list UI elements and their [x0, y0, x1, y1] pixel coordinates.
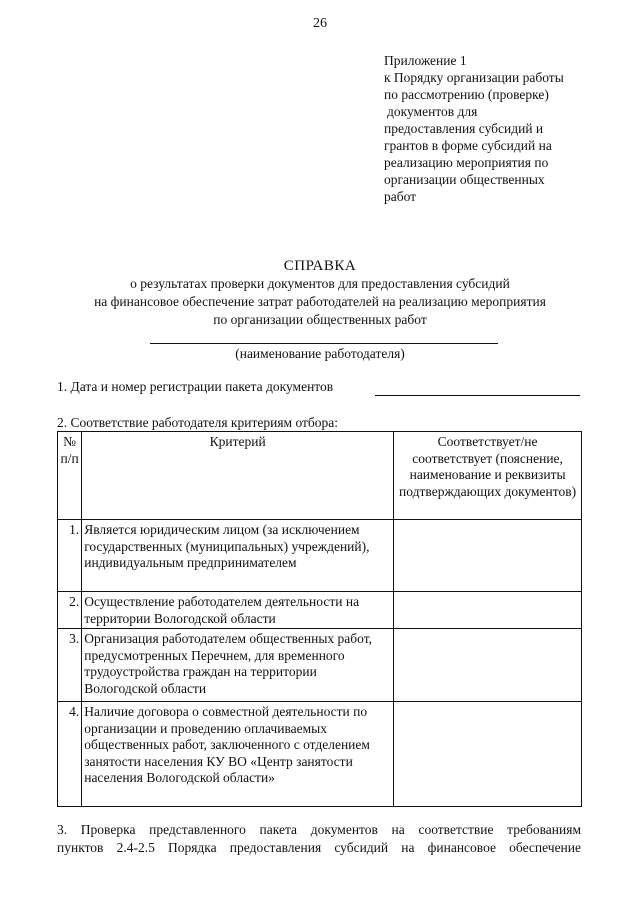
criteria-table: [57, 431, 582, 807]
row-number: 1.: [58, 520, 82, 592]
employer-name-blank-line: [150, 343, 498, 344]
appendix-line: по рассмотрению (проверке): [384, 87, 549, 102]
table-row: [58, 520, 582, 592]
row-compliance: [394, 629, 582, 702]
item-1-registration: 1. Дата и номер регистрации пакета документов: [57, 379, 334, 394]
row-number: 2.: [58, 592, 82, 629]
row-number: 4.: [58, 702, 82, 807]
header-num: № п/п: [58, 432, 82, 520]
item-2-criteria-heading: 2. Соответствие работодателя критериям отбора:: [57, 415, 339, 430]
page-number: 26: [313, 16, 327, 31]
paragraph-line: 3. Проверка представленного пакета документов на соответствие требованиям: [57, 822, 581, 837]
row-compliance: [394, 592, 582, 629]
header-compliance: Соответствует/не соответствует (пояснение, наименование и реквизиты подтверждающих документов): [394, 432, 582, 520]
table-header-row: [58, 432, 582, 520]
appendix-line: работ: [384, 189, 417, 204]
row-criterion: Организация работодателем общественных работ, предусмотренных Перечнем, для временного трудоустройства граждан на территории Вологодской области: [82, 629, 394, 702]
table-row: [58, 592, 582, 629]
appendix-line: грантов в форме субсидий на: [384, 138, 552, 153]
paragraph-line: пунктов 2.4-2.5 Порядка предоставления субсидий на финансовое обеспечение: [57, 840, 581, 855]
row-criterion: Является юридическим лицом (за исключением государственных (муниципальных) учреждений), индивидуальным предпринимателем: [82, 520, 394, 592]
appendix-line: реализацию мероприятия по: [384, 155, 549, 170]
document-subtitle: [0, 275, 640, 329]
subtitle-line: на финансовое обеспечение затрат работодателей на реализацию мероприятия: [94, 294, 546, 309]
subtitle-line: о результатах проверки документов для предоставления субсидий: [130, 276, 510, 291]
row-criterion: Осуществление работодателем деятельности на территории Вологодской области: [82, 592, 394, 629]
row-compliance: [394, 520, 582, 592]
appendix-note: [384, 52, 614, 205]
appendix-line: к Порядку организации работы: [384, 70, 564, 85]
table-row: [58, 702, 582, 807]
table-row: [58, 629, 582, 702]
employer-name-caption: (наименование работодателя): [235, 346, 405, 361]
registration-blank-line: [375, 395, 580, 396]
row-compliance: [394, 702, 582, 807]
row-number: 3.: [58, 629, 82, 702]
appendix-line: Приложение 1: [384, 53, 467, 68]
document-title: СПРАВКА: [283, 258, 357, 274]
header-criterion: Критерий: [82, 432, 394, 520]
subtitle-line: по организации общественных работ: [213, 312, 427, 327]
item-3-paragraph: [57, 821, 581, 857]
row-criterion: Наличие договора о совместной деятельности по организации и проведению оплачиваемых общественных работ, заключенного с отделением занятости населения КУ ВО «Центр занятости населения Вологодской области»: [82, 702, 394, 807]
appendix-line: предоставления субсидий и: [384, 121, 544, 136]
appendix-line: организации общественных: [384, 172, 545, 187]
appendix-line: документов для: [387, 104, 478, 119]
